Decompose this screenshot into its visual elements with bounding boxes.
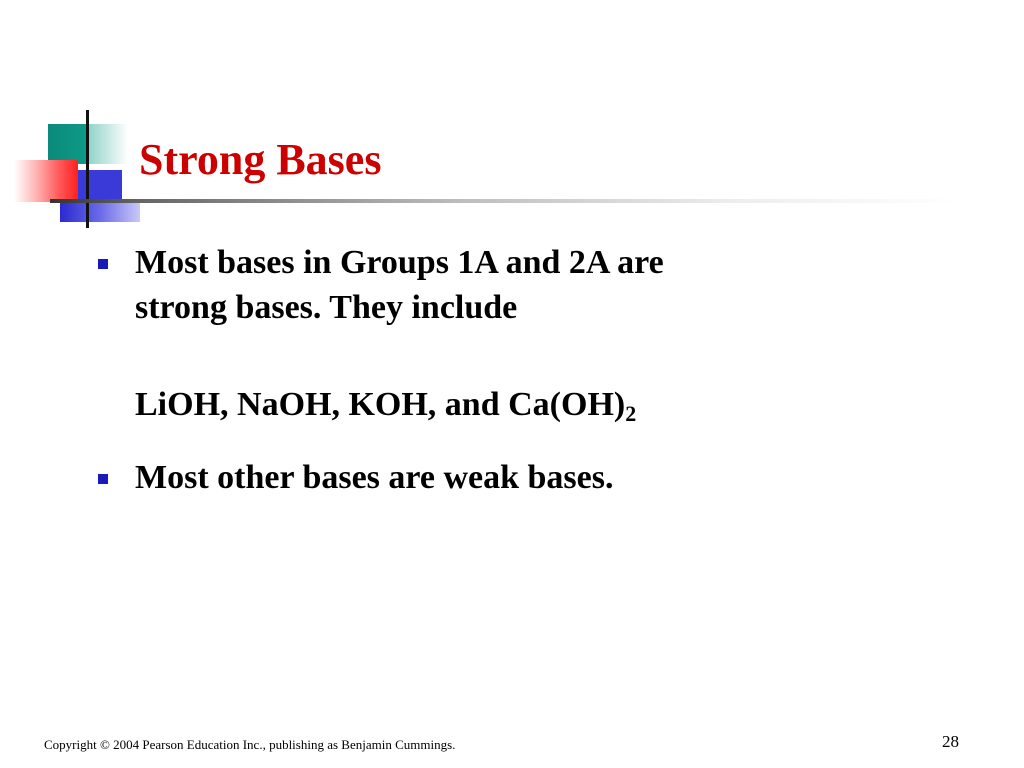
strong-bases-formula <box>135 382 898 427</box>
formula-main-text: LiOH, NaOH, KOH, and Ca(OH) <box>135 386 626 423</box>
red-gradient-shape <box>14 160 78 202</box>
square-bullet-icon <box>98 259 108 269</box>
teal-square-shape <box>48 124 88 164</box>
slide-title: Strong Bases <box>139 135 382 184</box>
page-number: 28 <box>942 732 959 751</box>
bullet-text-line-1: Most bases in Groups 1A and 2A are <box>135 244 664 281</box>
bullet-item-weak-bases <box>98 455 898 500</box>
decorative-logo-block <box>0 0 200 240</box>
bullet-list <box>98 240 898 500</box>
footer-copyright: Copyright © 2004 Pearson Education Inc., publishing as Benjamin Cummings. <box>44 737 456 752</box>
vertical-divider-line <box>86 110 89 228</box>
teal-fade-shape <box>88 124 128 164</box>
square-bullet-icon <box>98 474 108 484</box>
bullet-item-strong-bases <box>98 240 898 427</box>
bullet-text-line-2: strong bases. They include <box>135 289 518 326</box>
bullet-text: Most other bases are weak bases. <box>135 459 614 496</box>
formula-subscript: 2 <box>625 401 637 426</box>
title-underline-rule <box>50 199 960 203</box>
blue-fade-shape <box>60 202 140 222</box>
